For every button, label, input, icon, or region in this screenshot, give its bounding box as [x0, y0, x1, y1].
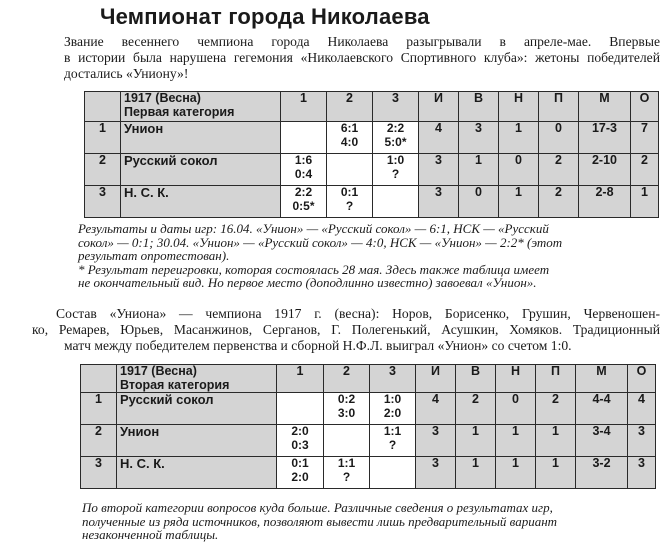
column-header: 3 [370, 365, 416, 393]
table-row [81, 393, 656, 425]
header-corner [85, 92, 121, 122]
column-header: М [576, 365, 628, 393]
games-cell: 3 [416, 457, 456, 489]
losses-cell: 2 [536, 393, 576, 425]
points-cell: 4 [628, 393, 656, 425]
note-line: По второй категории вопросов куда больше. Различные сведения о результатах игр, [82, 500, 553, 515]
score-cell: 1:1 ? [370, 425, 416, 457]
goals-cell: 3-4 [576, 425, 628, 457]
points-cell: 1 [631, 186, 659, 218]
score-cell: 1:0 ? [373, 154, 419, 186]
team-name: Русский сокол [117, 393, 277, 425]
points-cell: 2 [631, 154, 659, 186]
column-header: И [419, 92, 459, 122]
goals-cell: 2-10 [579, 154, 631, 186]
note-line: сокол» — 0:1; 30.04. «Унион» — «Русский сокол» — 4:0, НСК — «Унион» — 2:2* (этот [78, 234, 563, 250]
losses-cell: 1 [536, 457, 576, 489]
draws-cell: 0 [499, 154, 539, 186]
table-row [81, 457, 656, 489]
page-title: Чемпионат города Николаева [100, 4, 430, 29]
column-header: В [459, 92, 499, 122]
draws-cell: 1 [499, 186, 539, 218]
self-match-cell [324, 425, 370, 457]
score-cell: 6:1 4:0 [327, 122, 373, 154]
intro-paragraph [64, 34, 660, 82]
wins-cell: 1 [459, 154, 499, 186]
position-cell: 2 [85, 154, 121, 186]
note-line: не окончательный вид. Но первое место (доподлинно известно) завоевал «Унион». [78, 275, 537, 290]
losses-cell: 2 [539, 154, 579, 186]
column-header: 2 [324, 365, 370, 393]
header-title-cell [117, 365, 277, 393]
squad-line: ко, Ремарев, Юрьев, Масанжинов, Серганов, Г. Полегенький, Асушкин, Хомяков. Традиционный [32, 322, 660, 337]
note-line: Результаты и даты игр: 16.04. «Унион» — «Русский сокол» — 6:1, НСК — «Русский [78, 221, 549, 236]
note-line: полученные из ряда источников, позволяют вывести лишь предварительный вариант [82, 513, 558, 529]
table-row [81, 425, 656, 457]
draws-cell: 1 [499, 122, 539, 154]
column-header: И [416, 365, 456, 393]
points-cell: 3 [628, 457, 656, 489]
position-cell: 1 [85, 122, 121, 154]
self-match-cell [370, 457, 416, 489]
draws-cell: 0 [496, 393, 536, 425]
note-line: незаконченной таблицы. [82, 527, 219, 542]
column-header: 2 [327, 92, 373, 122]
team-name: Н. С. К. [121, 186, 281, 218]
squad-line: Состав «Униона» — чемпиона 1917 г. (весна): Норов, Борисенко, Грушин, Червеношен- [56, 306, 660, 321]
squad-line: матч между победителем первенства и сборной Н.Ф.Л. выиграл «Унион» со счетом 1:0. [64, 338, 572, 353]
self-match-cell [327, 154, 373, 186]
table-category: Первая категория [124, 104, 235, 119]
goals-cell: 3-2 [576, 457, 628, 489]
table-row [85, 122, 659, 154]
wins-cell: 1 [456, 425, 496, 457]
standings-table-second-category [80, 364, 656, 489]
self-match-cell [373, 186, 419, 218]
score-cell: 1:6 0:4 [281, 154, 327, 186]
team-name: Унион [121, 122, 281, 154]
wins-cell: 3 [459, 122, 499, 154]
squad-paragraph [32, 306, 660, 354]
column-header: О [631, 92, 659, 122]
score-cell: 1:0 2:0 [370, 393, 416, 425]
losses-cell: 0 [539, 122, 579, 154]
table-row [85, 186, 659, 218]
score-cell: 2:2 5:0* [373, 122, 419, 154]
note-line: результат опротестован). [78, 248, 230, 263]
column-header: 3 [373, 92, 419, 122]
wins-cell: 2 [456, 393, 496, 425]
goals-cell: 17-3 [579, 122, 631, 154]
score-cell: 1:1 ? [324, 457, 370, 489]
header-title-cell [121, 92, 281, 122]
table-season: 1917 (Весна) [124, 91, 201, 105]
team-name: Н. С. К. [117, 457, 277, 489]
points-cell: 7 [631, 122, 659, 154]
games-cell: 4 [416, 393, 456, 425]
position-cell: 2 [81, 425, 117, 457]
intro-line: достались «Униону»! [64, 66, 189, 81]
table-header-row [85, 92, 659, 122]
games-cell: 3 [419, 154, 459, 186]
table-header-row [81, 365, 656, 393]
second-category-note [82, 501, 664, 542]
column-header: П [536, 365, 576, 393]
losses-cell: 2 [539, 186, 579, 218]
first-category-note [78, 222, 660, 290]
draws-cell: 1 [496, 425, 536, 457]
table-category: Вторая категория [120, 377, 230, 392]
team-name: Русский сокол [121, 154, 281, 186]
intro-line: в истории была нарушена гегемония «Николаевского Спортивного клуба»: жетоны победителей [64, 50, 660, 65]
score-cell: 2:2 0:5* [281, 186, 327, 218]
column-header: П [539, 92, 579, 122]
self-match-cell [277, 393, 324, 425]
intro-line: Звание весеннего чемпиона города Николаева разыгрывали в апреле-мае. Впервые [64, 34, 660, 49]
wins-cell: 1 [456, 457, 496, 489]
column-header: Н [496, 365, 536, 393]
score-cell: 0:1 ? [327, 186, 373, 218]
wins-cell: 0 [459, 186, 499, 218]
games-cell: 4 [419, 122, 459, 154]
column-header: В [456, 365, 496, 393]
score-cell: 0:1 2:0 [277, 457, 324, 489]
standings-table-first-category [84, 91, 659, 218]
table-season: 1917 (Весна) [120, 364, 197, 378]
self-match-cell [281, 122, 327, 154]
score-cell: 0:2 3:0 [324, 393, 370, 425]
column-header: 1 [281, 92, 327, 122]
column-header: 1 [277, 365, 324, 393]
position-cell: 3 [81, 457, 117, 489]
losses-cell: 1 [536, 425, 576, 457]
note-line: * Результат переигровки, которая состоялась 28 мая. Здесь также таблица имеет [78, 261, 550, 277]
points-cell: 3 [628, 425, 656, 457]
team-name: Унион [117, 425, 277, 457]
score-cell: 2:0 0:3 [277, 425, 324, 457]
header-corner [81, 365, 117, 393]
games-cell: 3 [416, 425, 456, 457]
goals-cell: 4-4 [576, 393, 628, 425]
column-header: О [628, 365, 656, 393]
draws-cell: 1 [496, 457, 536, 489]
position-cell: 1 [81, 393, 117, 425]
games-cell: 3 [419, 186, 459, 218]
column-header: М [579, 92, 631, 122]
goals-cell: 2-8 [579, 186, 631, 218]
column-header: Н [499, 92, 539, 122]
table-row [85, 154, 659, 186]
position-cell: 3 [85, 186, 121, 218]
